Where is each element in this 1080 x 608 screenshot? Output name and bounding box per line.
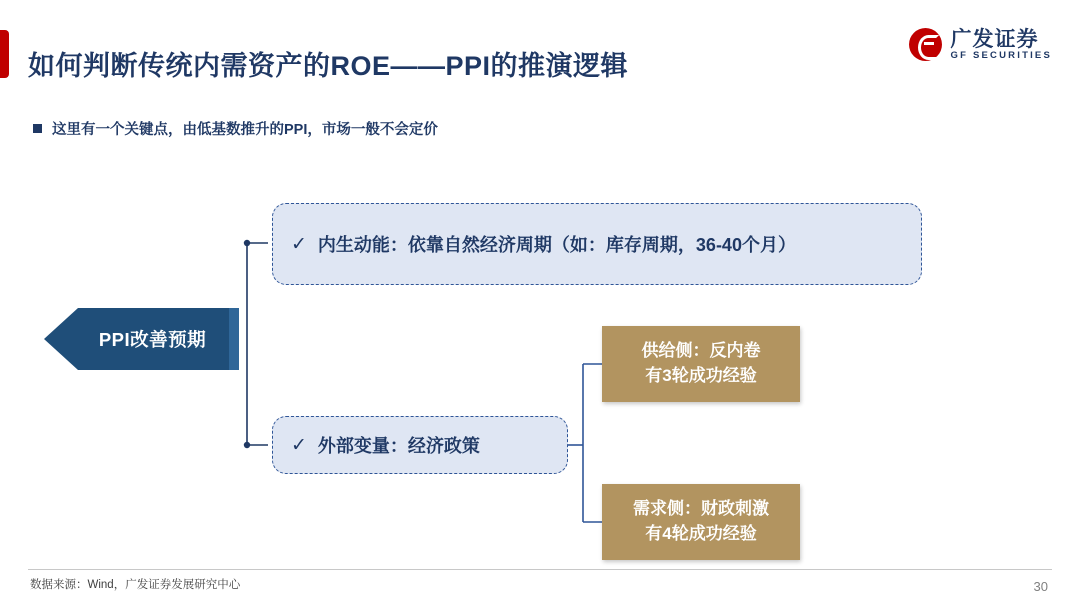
diagram-branch-endogenous-label: 内生动能：依靠自然经济周期（如：库存周期，36-40个月） [317,235,796,255]
logo-chinese-name: 广发证券 [950,28,1039,51]
page-number: 30 [1033,579,1048,594]
diagram-branch-external-label: 外部变量：经济政策 [317,436,480,456]
diagram-branch-external[interactable] [272,416,568,474]
diagram-leaf-supply-line1: 供给侧：反内卷 [641,341,761,361]
check-icon: ✓ [291,233,307,255]
diagram-leaf-demand[interactable] [602,484,800,560]
source-note: 数据来源：Wind，广发证券发展研究中心 [30,579,241,591]
diagram-root-label: PPI改善预期 [98,329,207,350]
page-title: 如何判断传统内需资产的ROE——PPI的推演逻辑 [28,51,629,81]
diagram-leaf-demand-line1: 需求侧：财政刺激 [633,499,769,519]
diagram-leaf-supply-line2: 有3轮成功经验 [645,366,757,385]
diagram-leaf-supply[interactable] [602,326,800,402]
bullet-text: 这里有一个关键点，由低基数推升的PPI，市场一般不会定价 [52,122,438,138]
check-icon: ✓ [291,434,307,456]
diagram-leaf-demand-line2: 有4轮成功经验 [645,524,757,543]
diagram-root-node[interactable] [44,308,239,370]
diagram-branch-endogenous[interactable] [272,203,922,285]
footer-divider [28,569,1052,570]
logo-english-name: GF SECURITIES [950,50,1052,62]
